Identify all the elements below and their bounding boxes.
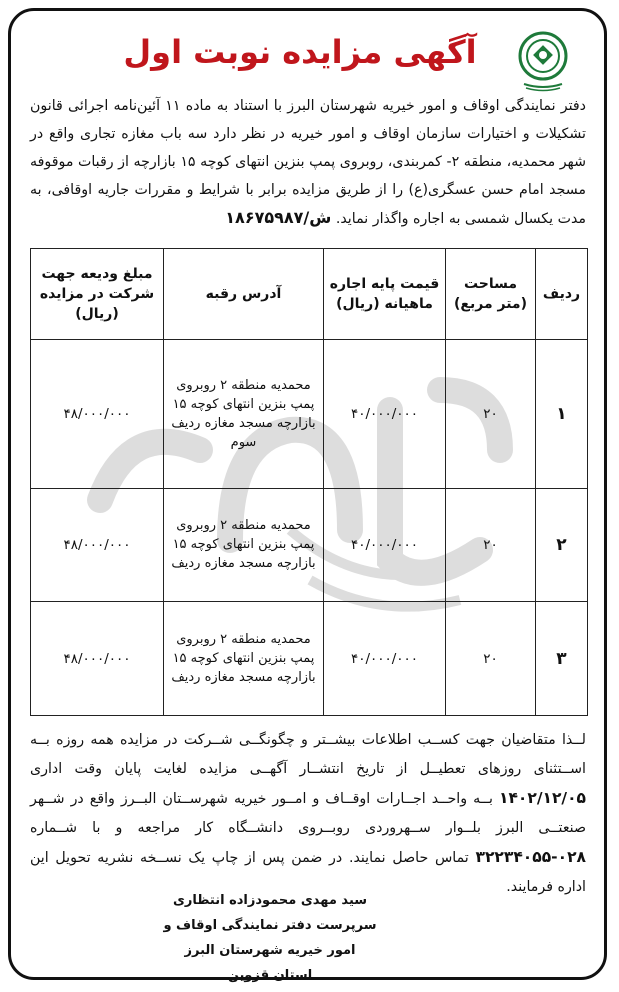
cell-area: ۲۰ [446, 602, 536, 716]
awqaf-emblem-icon [514, 30, 572, 92]
cell-area: ۲۰ [446, 340, 536, 489]
cell-address: محمدیه منطقه ۲ روبروی پمپ بنزین انتهای کوچه ۱۵ بازارچه مسجد مغازه ردیف [164, 488, 324, 602]
table-row [31, 340, 588, 489]
outro-text-2: بــه واحــد اجــارات اوقــاف و امــور خیریه شهرســتان البــرز واقع در شــهر صنعتــی البرز بلــوار ســهروردی روبــروی دانشــگاه کار مراجعه و با شــماره [30, 791, 586, 836]
reference-number: ش/۱۸۶۷۵۹۸۷ [225, 208, 332, 227]
signatory-name: سید مهدی محمودزاده انتظاری [172, 893, 368, 908]
header-deposit: مبلغ ودیعه جهت شرکت در مزایده (ریال) [31, 249, 164, 340]
cell-deposit: ۴۸/۰۰۰/۰۰۰ [31, 602, 164, 716]
contact-phone: ۰۲۸-۳۲۲۳۴۰۵۵ [475, 848, 586, 866]
signature-block [150, 888, 390, 988]
outro-text-1: لــذا متقاضیان جهت کســب اطلاعات بیشــتر و چگونگــی شــرکت در مزایده همه روزه بــه اســتثنای روزهای تعطیــل از تاریخ انتشــار آگهــی مزایده لغایت پایان وقت اداری [30, 732, 586, 777]
table-header-row [31, 249, 588, 340]
cell-base-price: ۴۰/۰۰۰/۰۰۰ [324, 602, 446, 716]
items-table [30, 248, 588, 716]
cell-row-number: ۳ [536, 602, 588, 716]
cell-base-price: ۴۰/۰۰۰/۰۰۰ [324, 340, 446, 489]
outro-text-3: تماس حاصل نمایند. در ضمن پس از چاپ یک نســخه نشریه تحویل این اداره فرمایند. [30, 850, 586, 895]
intro-body: دفتر نمایندگی اوقاف و امور خیریه شهرستان البرز با استناد به ماده ۱۱ آئین‌نامه اجرائی قانون تشکیلات و اختیارات سازمان اوقاف و امور خیریه در نظر دارد سه باب مغازه تجاری واقع در شهر محمدیه، منطقه ۲- کمربندی، روبروی پمپ بنزین انتهای کوچه ۱۵ بازارچه از رقبات موقوفه مسجد امام حسن عسگری(ع) را از طریق مزایده برابر با شرایط و مقررات جاریه اوقافی، به مدت یکسال شمسی به اجاره واگذار نماید. [30, 98, 586, 227]
signatory-province: استان قزوین [227, 968, 313, 983]
cell-address: محمدیه منطقه ۲ روبروی پمپ بنزین انتهای کوچه ۱۵ بازارچه مسجد مغازه ردیف سوم [164, 340, 324, 489]
intro-paragraph [30, 92, 586, 233]
ad-title: آگهی مزایده نوبت اول [123, 33, 477, 71]
header-address: آدرس رقبه [164, 249, 324, 340]
cell-address: محمدیه منطقه ۲ روبروی پمپ بنزین انتهای کوچه ۱۵ بازارچه مسجد مغازه ردیف [164, 602, 324, 716]
table-row [31, 602, 588, 716]
header-row-number: ردیف [536, 249, 588, 340]
cell-area: ۲۰ [446, 488, 536, 602]
cell-row-number: ۲ [536, 488, 588, 602]
header-base-price: قیمت پایه اجاره ماهیانه (ریال) [324, 249, 446, 340]
cell-deposit: ۴۸/۰۰۰/۰۰۰ [31, 488, 164, 602]
header-area: مساحت (متر مربع) [446, 249, 536, 340]
cell-row-number: ۱ [536, 340, 588, 489]
table-row [31, 488, 588, 602]
cell-base-price: ۴۰/۰۰۰/۰۰۰ [324, 488, 446, 602]
signatory-position: سرپرست دفتر نمایندگی اوقاف و امور خیریه شهرستان البرز [163, 918, 377, 958]
cell-deposit: ۴۸/۰۰۰/۰۰۰ [31, 340, 164, 489]
deadline-date: ۱۴۰۲/۱۲/۰۵ [498, 789, 586, 807]
outro-paragraph [30, 726, 586, 902]
